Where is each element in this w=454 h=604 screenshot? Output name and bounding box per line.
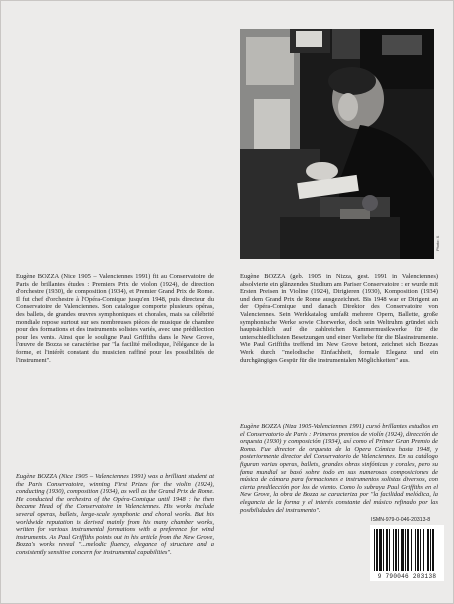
photo-credit: Photo: X [435,235,440,251]
bio-spanish [240,423,438,514]
composer-photo-image [240,29,434,259]
ismn-label: ISMN-979-0-046-20313-8 [371,517,431,523]
bio-german [240,273,438,364]
bio-french-text: Eugène BOZZA (Nice 1905 – Valenciennes 1991) fit au Conservatoire de Paris de brillantes études : Premiers Prix de violon (1924), de direction d'orchestre (1930), de composition (1934), et Premier Grand Prix de Rome. Il fut chef d'orchestre à l'Opéra-Comique jusqu'en 1948, puis directeur du Conservatoire de Valenciennes. Son catalogue comporte plusieurs opéras, des ballets, de grandes œuvres symphoniques et chorales, mais sa célébrité mondiale repose surtout sur ses nombreuses pièces de musique de chambre pour des formations et des instruments solistes variés, avec une prédilection pour les vents. Ainsi que le souligne Paul Griffiths dans le New Grove, l'œuvre de Bozza se caractérise par "la facilité mélodique, l'élégance de la forme, et l'intérêt constant du musicien raffiné pour les possibilités de l'instrument". [16,273,214,364]
bio-spanish-text: Eugène BOZZA (Niza 1905-Valenciennes 1991) cursó brillantes estudios en el Conservatorio de Paris : Primeros premios de violín (1924), dirección de orquesta (1930) y composición (1934), así como el Primer Gran Premio de Roma. Fue director de orquesta de la Opera Cómica hasta 1948, y posteriormente director del Conservatorio de Valenciennes. En su catálogo figuran varias operas, ballets, grandes obras sinfónicas y corales, pero su fama mundial se basó sobre todo en sus numerosas composiciones de música de cámara para formaciones e instrumentos solistas diversos, con cierta predilección por los de viento. Como lo subraya Paul Griffiths en el New Grove, la obra de Bozza se caracteriza por "la facilidad melódica, la elegancia de la forma y el interés constante del músico refinado por las posibilidades del instrumento". [240,423,438,514]
composer-photo [240,29,434,259]
barcode-bars [370,525,444,573]
bio-english [16,473,214,557]
barcode-number: 9 790046 203138 [372,573,442,580]
bio-french [16,273,214,364]
bio-english-text: Eugène BOZZA (Nice 1905 – Valenciennes 1991) was a brilliant student at the Paris Conservatoire, winning First Prizes for the violin (1924), conducting (1930), composition (1934), as well as the Grand Prix de Rome. He conducted the orchestra of the Opéra-Comique until 1948 : he then became Head of the Conservatoire in Valenciennes. His works include several operas, ballets, large-scale symphonic and choral works. But his worldwide reputation is derived mainly from his many chamber works, written for various instrumental formations with a preference for wind instruments. As Paul Griffiths points out in his article from the New Grove, Bozza's works reveal "...melodic fluency, elegance of structure and a consistently sensitive concern for instrumental capabilities". [16,473,214,556]
bio-german-text: Eugène BOZZA (geb. 1905 in Nizza, gest. 1991 in Valenciennes) absolvierte ein glänzendes Studium am Pariser Conservatoire : er wurde mit Ersten Preisen in Violine (1924), Dirigieren (1930), Komposition (1934) und dem Grand Prix de Rome ausgezeichnet. Bis 1948 war er Dirigent an der Opéra-Comique und danach Direktor des Conservatoire von Valenciennes. Sein Werkkatalog umfaßt mehrere Opern, Ballette, große symphonische Werke sowie Chorwerke, doch sein Weltruhm gründet sich hauptsächlich auf die zahlreichen Kammermusikwerke für die unterschiedlichsten Besetzungen und einer Vorliebe für die Blasinstrumente. Wie Paul Griffiths treffend im New Grove betont, zeichnet sich Bozzas Werk durch "melodische Einfachheit, formale Eleganz und ein durchgängiges Gespür für die instrumentalen Möglichkeiten" aus. [240,273,438,364]
barcode [370,525,444,581]
